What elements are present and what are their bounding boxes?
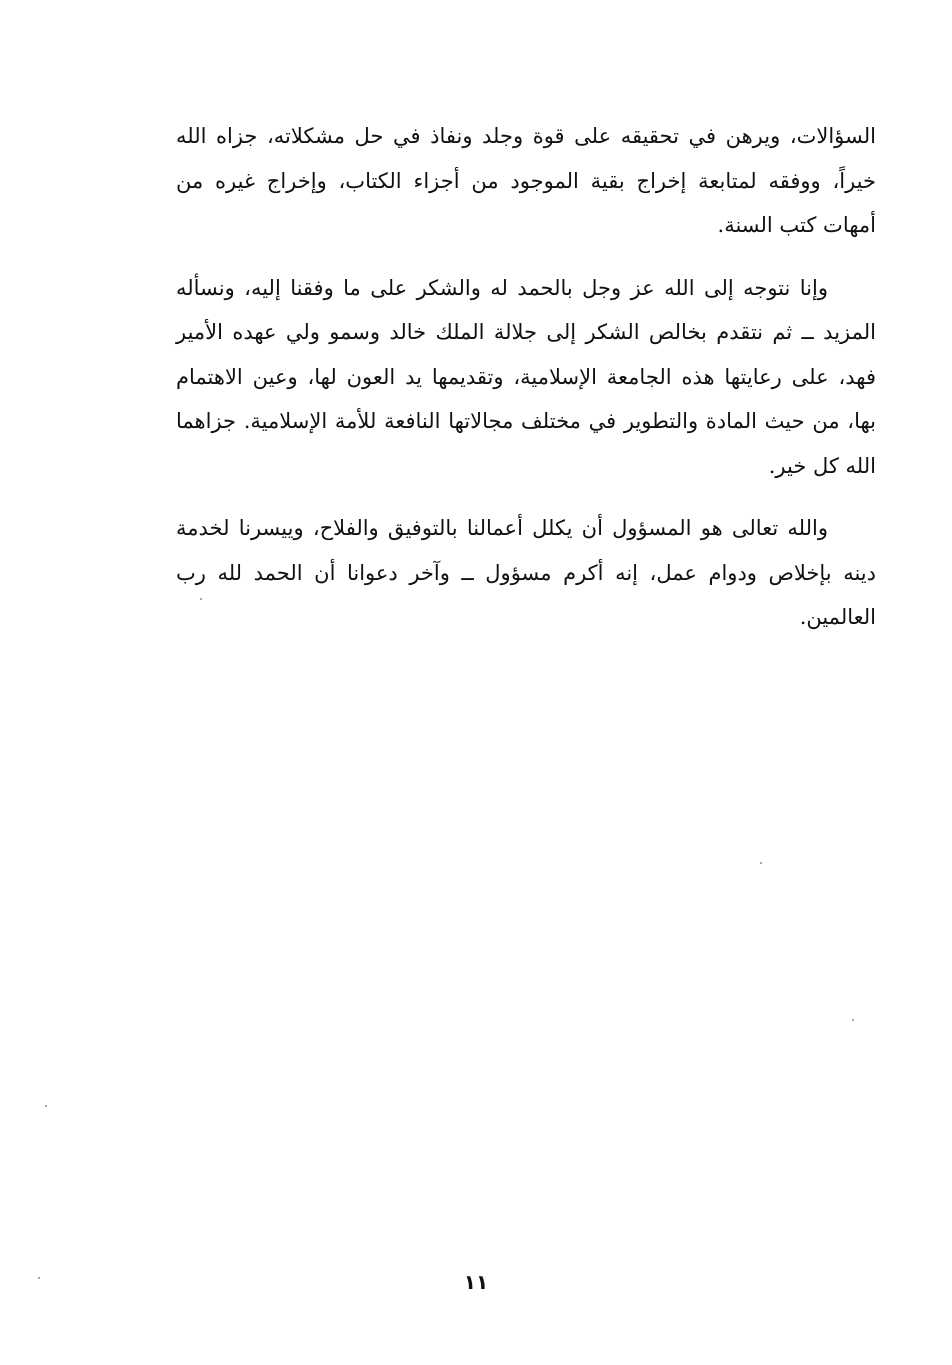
paragraph-1: السؤالات، ويرهن في تحقيقه على قوة وجلد ونفاذ في حل مشكلاته، جزاه الله خيراً، ووفقه لمتابعة إخراج بقية الموجود من أجزاء الكتاب، وإخراج غيره من أمهات كتب السنة. xyxy=(176,124,876,237)
page-number: ١١ xyxy=(463,1270,489,1294)
scan-speck xyxy=(38,1277,40,1279)
scan-speck xyxy=(45,1105,47,1107)
paragraph-2: وإنا نتوجه إلى الله عز وجل بالحمد له والشكر على ما وفقنا إليه، ونسأله المزيد ــ ثم نتقدم بخالص الشكر إلى جلالة الملك خالد وسمو ولي عهده الأمير فهد، على رعايتها هذه الجامعة الإسلامية، وتقديمها يد العون لها، وعين الاهتمام بها، من حيث المادة والتطوير في مختلف مجالاتها النافعة للأمة الإسلامية. جزاهما الله كل خير. xyxy=(176,275,876,478)
scan-speck xyxy=(760,862,762,864)
paragraph-3: والله تعالى هو المسؤول أن يكلل أعمالنا بالتوفيق والفلاح، وييسرنا لخدمة دينه بإخلاص ودوام عمل، إنه أكرم مسؤول ــ وآخر دعوانا أن الحمد لله رب العالمين. xyxy=(176,516,876,629)
body-text xyxy=(176,114,876,640)
scan-speck xyxy=(852,1019,854,1021)
scan-speck xyxy=(200,598,202,600)
